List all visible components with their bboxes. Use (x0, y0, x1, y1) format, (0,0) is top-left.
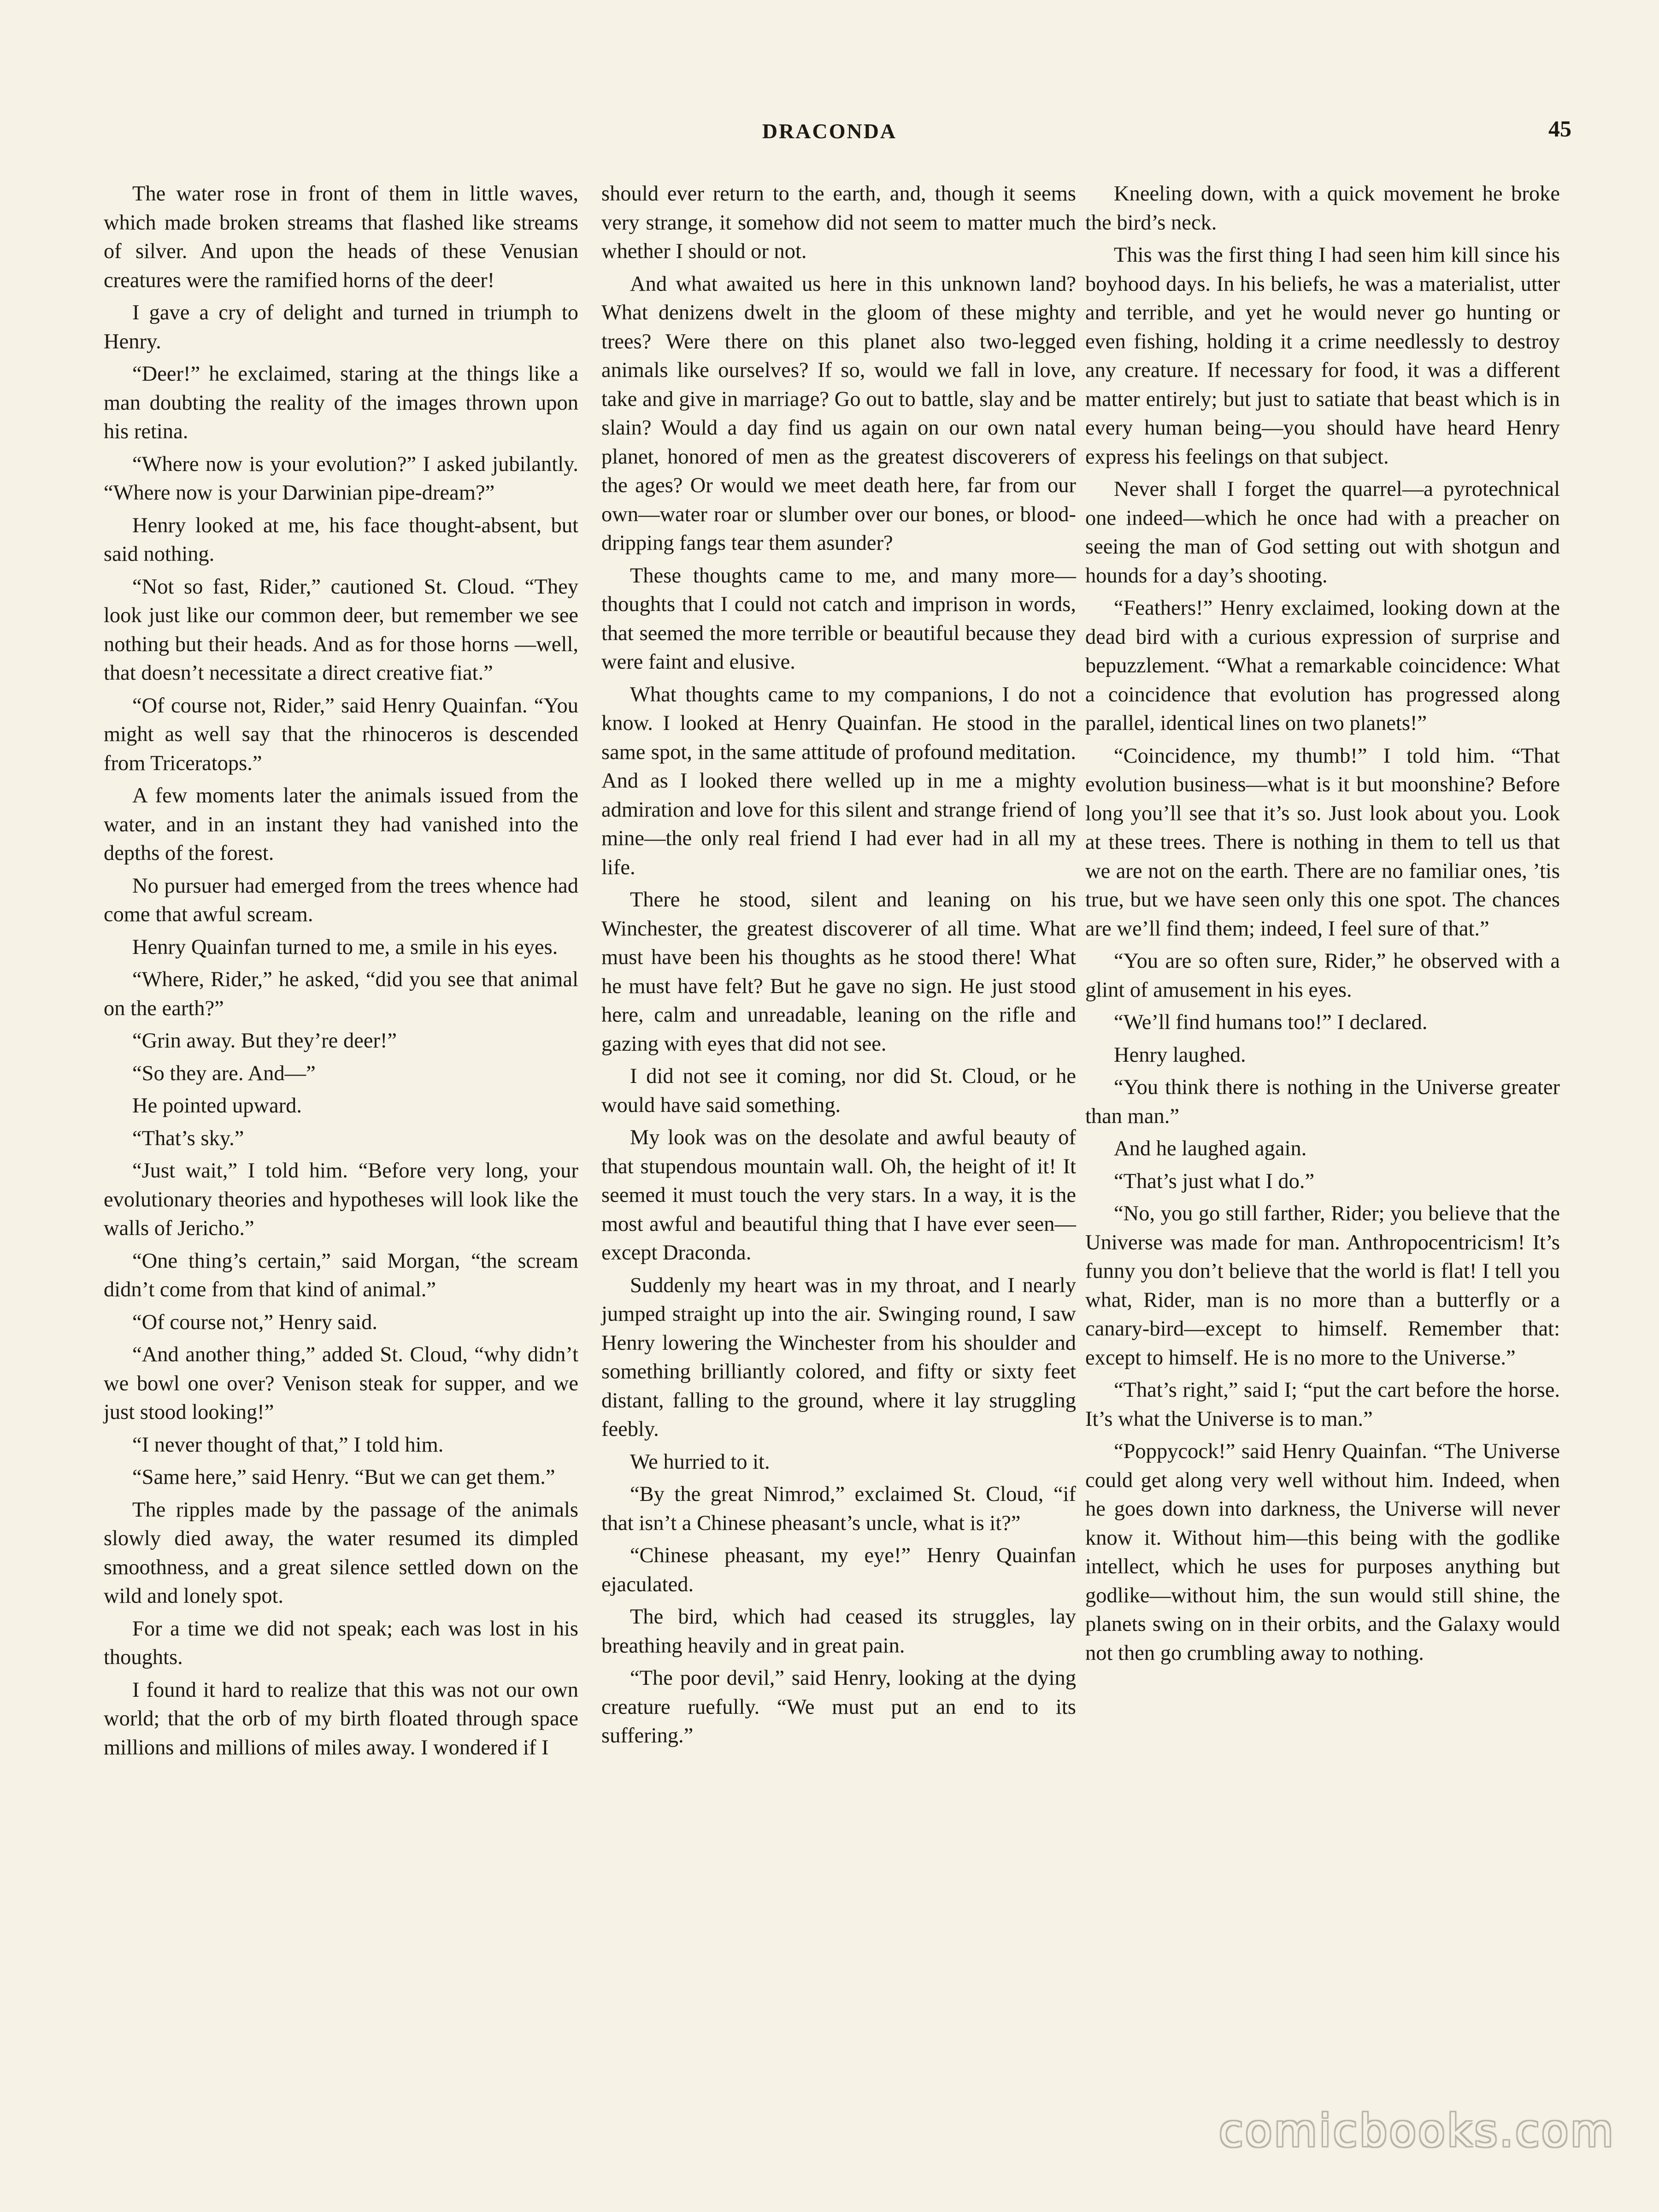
paragraph: These thoughts came to me, and many more—thoughts that I could not catch and imprison in words, that seemed the more terrible or beautiful because they were faint and elusive. (601, 564, 1076, 674)
paragraph: “We’ll find humans too!” I declared. (1114, 1011, 1428, 1034)
paragraph: Suddenly my heart was in my throat, and I nearly jumped straight up into the air. Swinging round, I saw Henry lowering the Winchester from his shoulder and something brilliantly colored, and fifty or sixty feet distant, falling to the ground, where it lay struggling feebly. (601, 1273, 1076, 1441)
paragraph: This was the first thing I had seen him kill since his boyhood days. In his beliefs, he was a materialist, utter and terrible, and yet he would never go hunting or even fishing, holding it a crime needlessly to destroy any creature. If necessary for food, it was a different matter entirely; but just to satiate that beast which is in every human being—you should have heard Henry express his feelings on that subject. (1085, 243, 1560, 469)
paragraph: “Poppycock!” said Henry Quainfan. “The Universe could get along very well without him. Indeed, when he goes down into darkness, the Universe will never know it. Without him—this being with the godlike intellect, which he uses for purposes anything but godlike—without him, the sun would still shine, the planets swing on in their orbits, and the Galaxy would not then go crumbling away to nothing. (1085, 1440, 1560, 1665)
paragraph: Never shall I forget the quarrel—a pyrotechnical one indeed—which he once had with a preacher on seeing the man of God setting out with shotgun and hounds for a day’s shooting. (1085, 477, 1560, 588)
paragraph: My look was on the desolate and awful beauty of that stupendous mountain wall. Oh, the height of it! It seemed it must touch the very stars. In a way, it is the most awful and beautiful thing that I have ever seen—except Draconda. (601, 1126, 1076, 1265)
paragraph: Henry looked at me, his face thought-absent, but said nothing. (104, 513, 578, 566)
paragraph: I found it hard to realize that this was not our own world; that the orb of my birth floated through space millions and millions of miles away. I wondered if I (104, 1678, 578, 1759)
paragraph: “Feathers!” Henry exclaimed, looking down at the dead bird with a curious expression of surprise and bepuzzlement. “What a remarkable coincidence: What a coincidence that evolution has progressed along parallel, identical lines on two planets!” (1085, 596, 1560, 735)
paragraph: What thoughts came to my companions, I do not know. I looked at Henry Quainfan. He stood in the same spot, in the same attitude of profound meditation. And as I looked there welled up in me a mighty admiration and love for this silent and strange friend of mine—the only real friend I had ever had in all my life. (601, 682, 1076, 879)
paragraph: “That’s sky.” (132, 1126, 244, 1150)
paragraph: He pointed upward. (132, 1094, 302, 1118)
paragraph: “That’s just what I do.” (1114, 1169, 1315, 1193)
paragraph: The water rose in front of them in little waves, which made broken streams that flashed like streams of silver. And upon the heads of these Venusian creatures were the ramified horns of the deer! (104, 182, 578, 292)
paragraph-continued: should ever return to the earth, and, though it seems very strange, it somehow did not seem to matter much whether I should or not. (601, 182, 1076, 263)
paragraph: “And another thing,” added St. Cloud, “why didn’t we bowl one over? Venison steak for supper, and we just stood looking!” (104, 1343, 578, 1424)
paragraph: There he stood, silent and leaning on his Winchester, the greatest discoverer of all time. What must have been his thoughts as he stood there! What he must have felt? But he gave no sign. He just stood here, calm and unreadable, leaning on the rifle and gazing with eyes that did not see. (601, 888, 1076, 1056)
paragraph: “You think there is nothing in the Universe greater than man.” (1085, 1076, 1560, 1128)
paragraph: “By the great Nimrod,” exclaimed St. Cloud, “if that isn’t a Chinese pheasant’s uncle, what is it?” (601, 1483, 1076, 1535)
paragraph: “I never thought of that,” I told him. (132, 1433, 444, 1457)
paragraph: Kneeling down, with a quick movement he broke the bird’s neck. (1085, 182, 1560, 235)
paragraph: “Chinese pheasant, my eye!” Henry Quainfan ejaculated. (601, 1544, 1076, 1596)
page-number: 45 (1548, 116, 1571, 141)
paragraph: “So they are. And—” (132, 1061, 316, 1085)
paragraph: “The poor devil,” said Henry, looking at the dying creature ruefully. “We must put an end to its suffering.” (601, 1666, 1076, 1747)
paragraph: A few moments later the animals issued from the water, and in an instant they had vanished into the depths of the forest. (104, 784, 578, 865)
paragraph: The bird, which had ceased its struggles, lay breathing heavily and in great pain. (601, 1605, 1076, 1658)
paragraph: And what awaited us here in this unknown land? What denizens dwelt in the gloom of these mighty trees? Were there on this planet also two-legged animals like ourselves? If so, would we fall in love, take and give in marriage? Go out to battle, slay and be slain? Would a day find us again on our own natal planet, honored of men as the greatest discoverers of the ages? Or would we meet death here, far from our own—water roar or slumber over our bones, or blood-dripping fangs tear them asunder? (601, 272, 1076, 555)
text-column-3 (1085, 180, 1560, 1671)
paragraph: “Where now is your evolution?” I asked jubilantly. “Where now is your Darwinian pipe-dream?” (104, 452, 578, 505)
running-title: DRACONDA (762, 119, 897, 143)
paragraph: “Not so fast, Rider,” cautioned St. Cloud. “They look just like our common deer, but remember we see nothing but their heads. And as for those horns —well, that doesn’t necessitate a direct creative fiat.” (104, 575, 578, 685)
paragraph: “Where, Rider,” he asked, “did you see that animal on the earth?” (104, 968, 578, 1020)
paragraph: “Grin away. But they’re deer!” (132, 1029, 397, 1053)
paragraph: “Deer!” he exclaimed, staring at the things like a man doubting the reality of the images thrown upon his retina. (104, 362, 578, 443)
paragraph: I gave a cry of delight and turned in triumph to Henry. (104, 301, 578, 353)
paragraph: “That’s right,” said I; “put the cart before the horse. It’s what the Universe is to man.” (1085, 1378, 1560, 1431)
text-column-2 (601, 180, 1076, 1754)
paragraph: “Of course not,” Henry said. (132, 1310, 377, 1334)
paragraph: Henry Quainfan turned to me, a smile in his eyes. (132, 935, 558, 959)
paragraph: “Coincidence, my thumb!” I told him. “That evolution business—what is it but moonshine? Before long you’ll see that it’s so. Just look about you. Look at these trees. There is nothing in them to tell us that we are not on the earth. There are no familiar ones, ’tis true, but we have seen only this one spot. The chances are we’ll find them; indeed, I feel sure of that.” (1085, 744, 1560, 941)
paragraph: “One thing’s certain,” said Morgan, “the scream didn’t come from that kind of animal.” (104, 1249, 578, 1301)
paragraph: “No, you go still farther, Rider; you believe that the Universe was made for man. Anthropocentricism! It’s funny you don’t believe that the world is flat! I tell you what, Rider, man is no more than a butterfly or a canary-bird—except to himself. Remember that: except to himself. He is no more to the Universe.” (1085, 1202, 1560, 1370)
paragraph: I did not see it coming, nor did St. Cloud, or he would have said something. (601, 1065, 1076, 1117)
site-watermark: comicbooks.com (1218, 2105, 1615, 2157)
paragraph: “You are so often sure, Rider,” he observed with a glint of amusement in his eyes. (1085, 949, 1560, 1002)
paragraph: “Same here,” said Henry. “But we can get them.” (132, 1465, 555, 1489)
paragraph: “Of course not, Rider,” said Henry Quainfan. “You might as well say that the rhinoceros is descended from Triceratops.” (104, 694, 578, 775)
paragraph: “Just wait,” I told him. “Before very long, your evolutionary theories and hypotheses will look like the walls of Jericho.” (104, 1159, 578, 1240)
paragraph: No pursuer had emerged from the trees whence had come that awful scream. (104, 874, 578, 926)
paragraph: We hurried to it. (630, 1450, 770, 1474)
paragraph: Henry laughed. (1114, 1043, 1246, 1067)
paragraph: The ripples made by the passage of the animals slowly died away, the water resumed its dimpled smoothness, and a great silence settled down on the wild and lonely spot. (104, 1498, 578, 1608)
text-column-1 (104, 180, 578, 1766)
paragraph: For a time we did not speak; each was lost in his thoughts. (104, 1617, 578, 1669)
paragraph: And he laughed again. (1114, 1137, 1307, 1160)
